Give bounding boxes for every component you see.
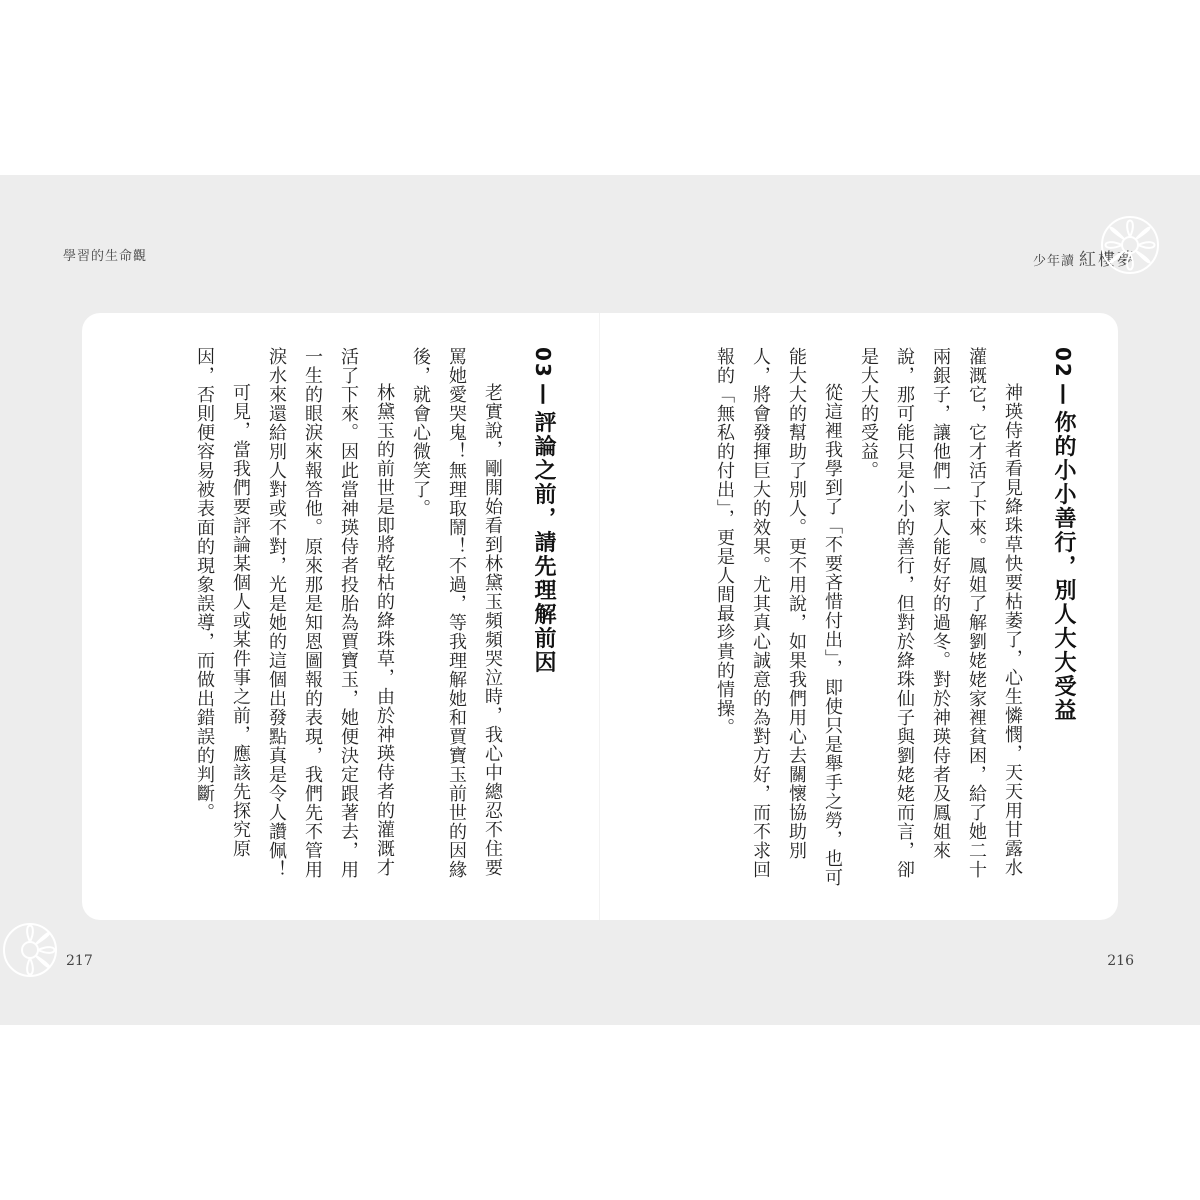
section-heading-02	[1048, 347, 1078, 887]
flower-outline-icon	[1090, 205, 1170, 285]
running-head-right-prefix: 少年讀	[1032, 254, 1075, 269]
section-title: 你的小小善行，別人大大受益	[1051, 410, 1076, 723]
right-page-column	[706, 347, 1078, 887]
section-dash: —	[531, 382, 556, 407]
page-spine	[599, 313, 600, 920]
paragraph: 可見，當我們要評論某個人或某件事之前，應該先探究原因，否則便容易被表面的現象誤導，而做出錯誤的判斷。	[194, 347, 251, 858]
page-number-right: 216	[1107, 953, 1134, 969]
running-head-left-title: 學習的生命觀	[63, 249, 148, 264]
paragraph: 林黛玉的前世是即將乾枯的絳珠草，由於神瑛侍者的灌溉才活了下來。因此當神瑛侍者投胎為賈寶玉，她便決定跟著去，用一生的眼淚來報答他。原來那是知恩圖報的表現，我們先不管用淚水來還給別人對或不對，光是她的這個出發點真是令人讚佩！	[266, 347, 395, 879]
section-heading-03	[528, 347, 558, 887]
section-number: 02	[1051, 347, 1075, 379]
flower-outline-icon	[0, 910, 80, 990]
section-title: 評論之前，請先理解前因	[531, 410, 556, 675]
section-number: 03	[531, 347, 555, 379]
book-spread	[0, 175, 1200, 1025]
running-head-right-title: 紅樓夢	[1079, 250, 1136, 270]
paragraph: 神瑛侍者看見絳珠草快要枯萎了，心生憐憫，天天用甘露水灌溉它，它才活了下來。鳳姐了解劉姥姥家裡貧困，給了她二十兩銀子，讓他們一家人能好好的過冬。對於神瑛侍者及鳳姐來說，那可能只是小小的善行，但對於絳珠仙子與劉姥姥而言，卻是大大的受益。	[858, 347, 1023, 879]
left-page-column	[186, 347, 558, 887]
content-panel	[82, 313, 1118, 920]
page-number-left: 217	[66, 953, 93, 969]
paragraph: 從這裡我學到了「不要吝惜付出」，即使只是舉手之勞，也可能大大的幫助了別人。更不用說，如果我們用心去關懷協助別人，將會發揮巨大的效果。尤其真心誠意的為對方好，而不求回報的「無私的付出」，更是人間最珍貴的情操。	[714, 347, 843, 887]
running-head-left	[63, 245, 147, 264]
paragraph: 老實說，剛開始看到林黛玉頻頻哭泣時，我心中總忍不住要罵她愛哭鬼！無理取鬧！不過，等我理解她和賈寶玉前世的因緣後，就會心微笑了。	[410, 347, 503, 879]
section-dash: —	[1051, 382, 1076, 407]
